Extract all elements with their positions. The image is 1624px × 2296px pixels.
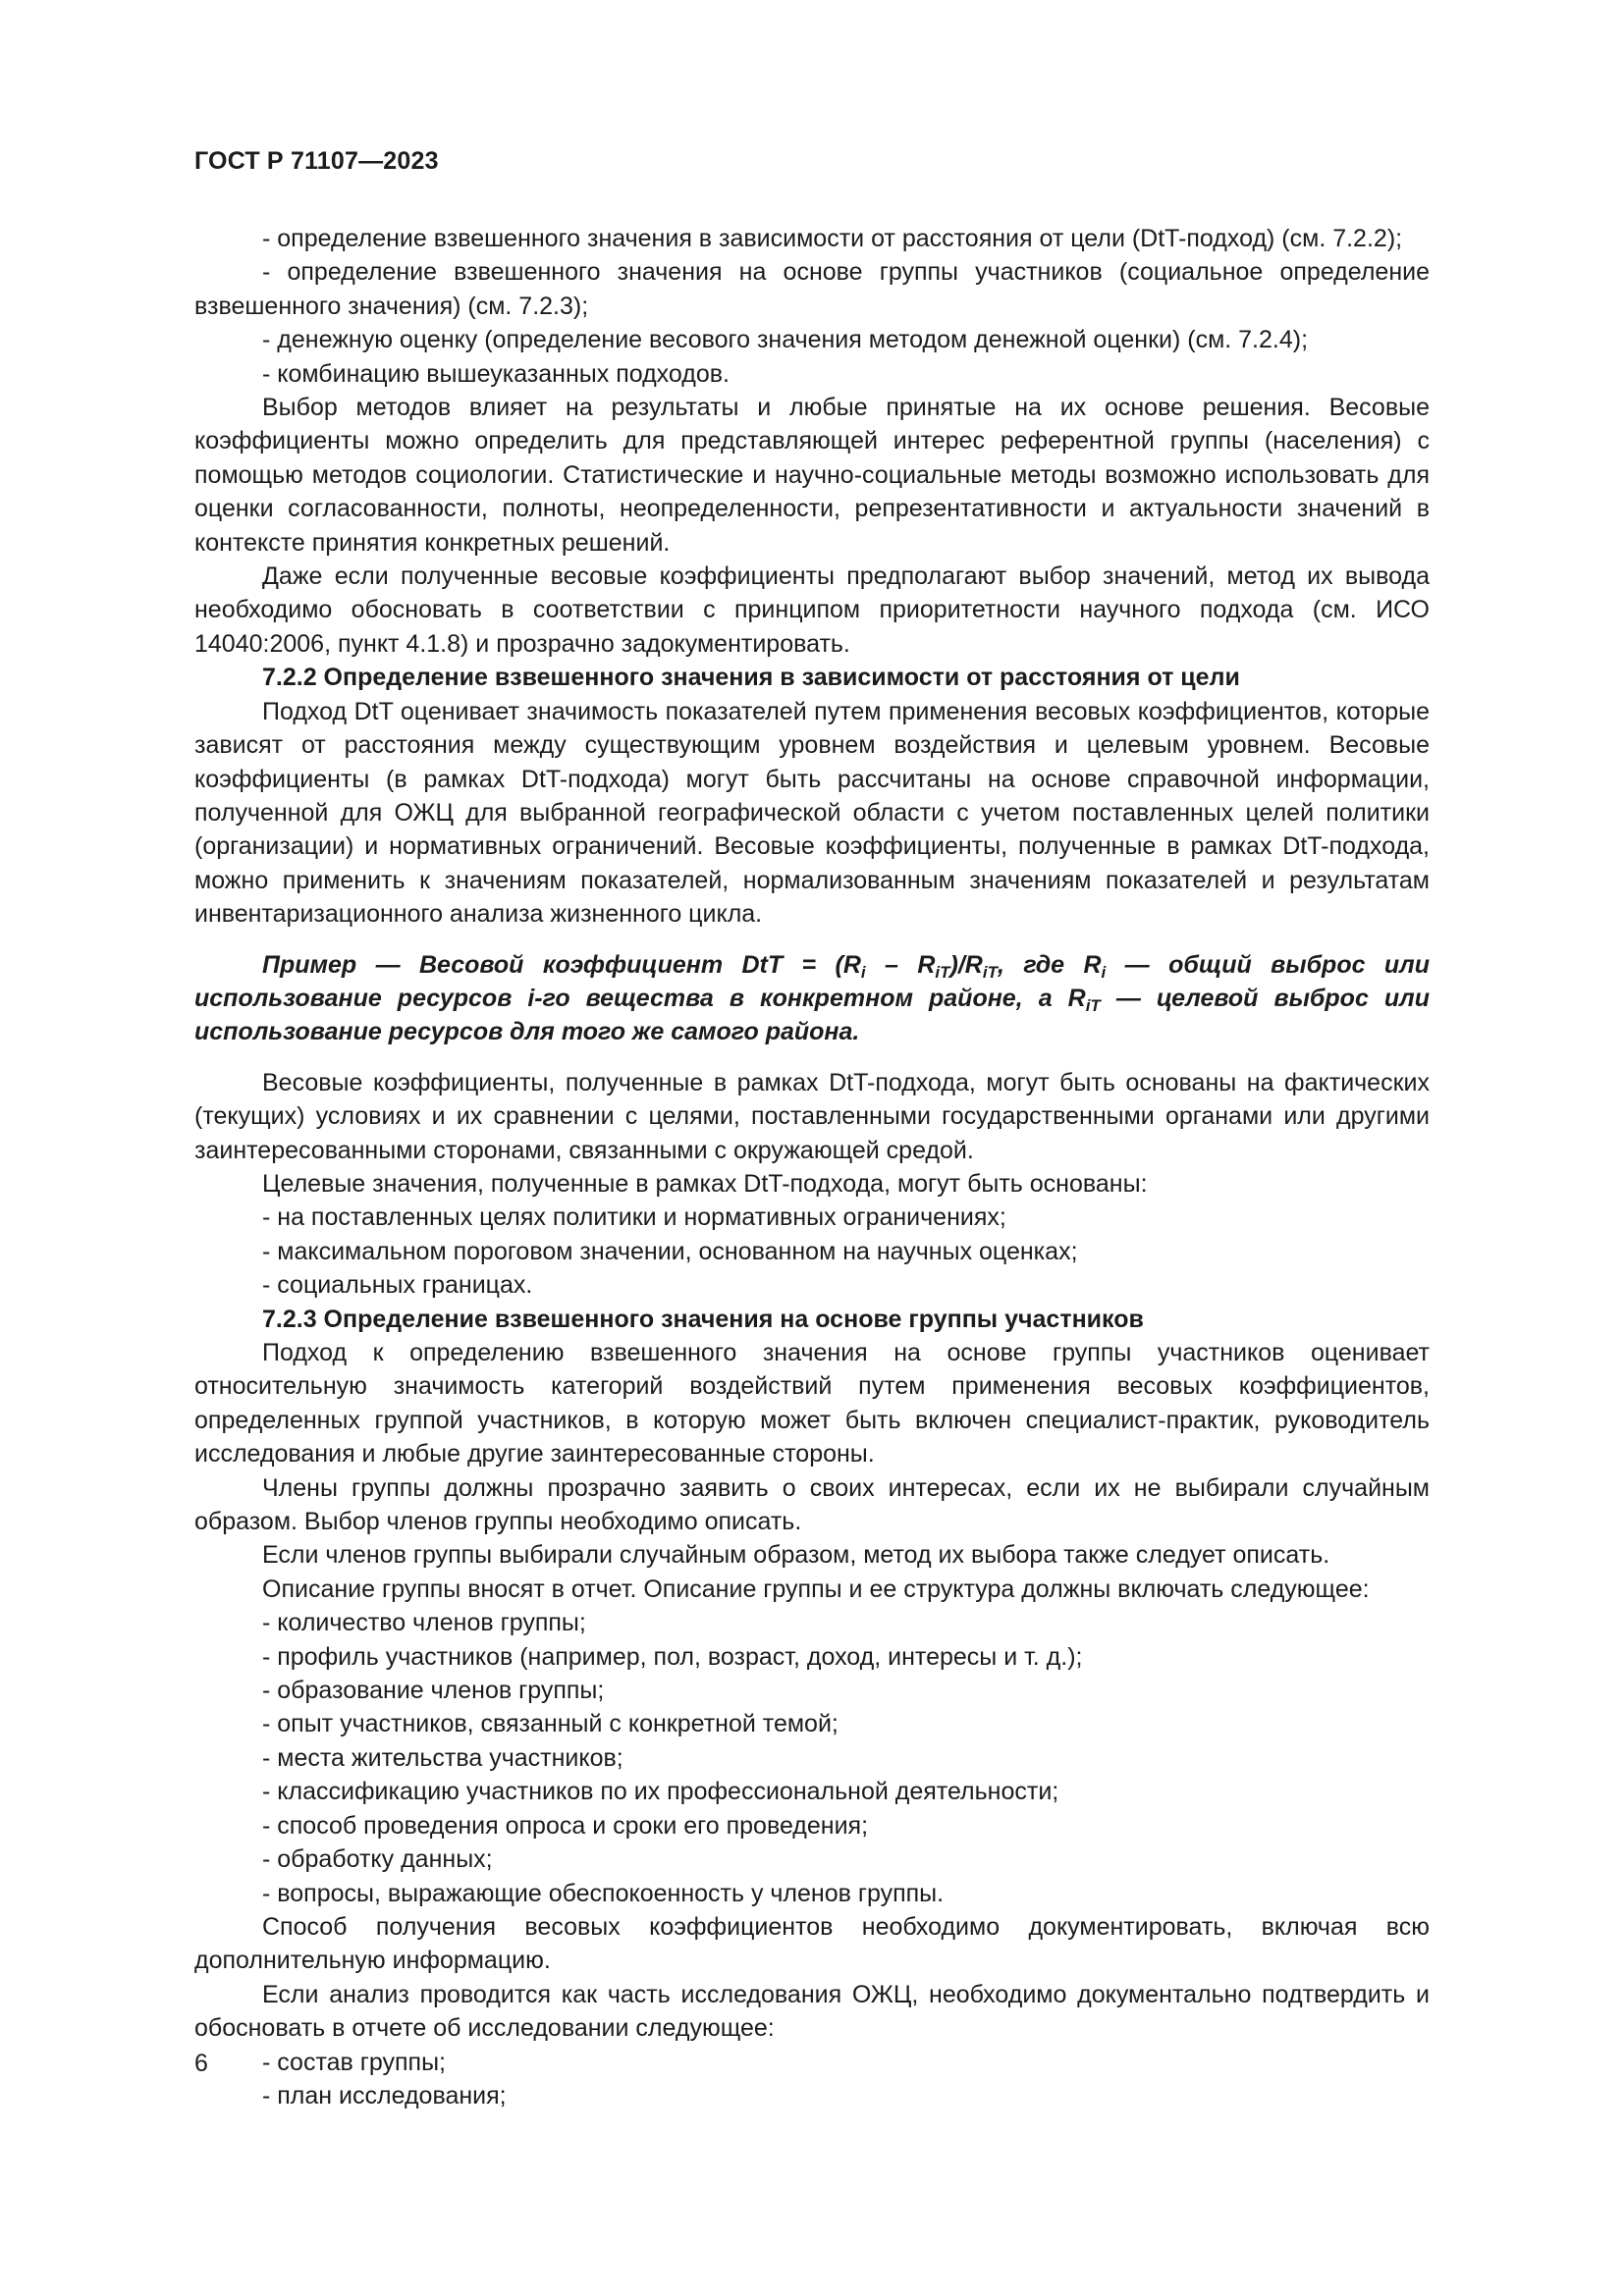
paragraph: Весовые коэффициенты, полученные в рамках DtT-подхода, могут быть основаны на фактических (текущих) условиях и их сравнении с целями, поставленными государственными органами или другими заинтересованными сторонами, связанными с окружающей средой.: [194, 1068, 1430, 1164]
paragraph: Даже если полученные весовые коэффициенты предполагают выбор значений, метод их вывода необходимо обосновать в соответствии с принципом приоритетности научного подхода (см. ИСО 14040:2006, пункт 4.1.8) и прозрачно задокументировать.: [194, 562, 1430, 658]
example-text: — целевой выброс или использование ресурсов для того же самого района.: [194, 984, 1430, 1046]
document-body: [194, 222, 1430, 2112]
subscript: iT: [935, 962, 950, 982]
list-item: - обработку данных;: [262, 1845, 493, 1874]
paragraph: Если анализ проводится как часть исследования ОЖЦ, необходимо документально подтвердить и обосновать в отчете об исследовании следующее:: [194, 1980, 1430, 2043]
list-item: - денежную оценку (определение весового значения методом денежной оценки) (см. 7.2.4);: [262, 326, 1309, 354]
list-item: - количество членов группы;: [262, 1609, 586, 1637]
list-item: - опыт участников, связанный с конкретной темой;: [262, 1710, 839, 1738]
list-item: - максимальном пороговом значении, основанном на научных оценках;: [262, 1237, 1078, 1265]
subscript: i: [1101, 962, 1107, 982]
paragraph: Подход DtT оценивает значимость показателей путем применения весовых коэффициентов, которые зависят от расстояния между существующим уровнем воздействия и целевым уровнем. Весовые коэффициенты (в рамках DtT-подхода) могут быть рассчитаны на основе справочной информации, полученной для ОЖЦ для выбранной географической области с учетом поставленных целей политики (организации) и нормативных ограничений. Весовые коэффициенты, полученные в рамках DtT-подхода, можно применить к значениям показателей, нормализованным значениям показателей и результатам инвентаризационного анализа жизненного цикла.: [194, 697, 1430, 929]
example-text: — общий выброс или использование ресурсов i-го вещества в конкретном районе, а R: [194, 950, 1431, 1012]
section-heading-7-2-3: 7.2.3 Определение взвешенного значения на основе группы участников: [262, 1305, 1144, 1333]
list-item: - комбинацию вышеуказанных подходов.: [262, 359, 730, 388]
list-item: - состав группы;: [262, 2048, 446, 2076]
paragraph: Выбор методов влияет на результаты и любые принятые на их основе решения. Весовые коэффициенты можно определить для представляющей интерес референтной группы (населения) с помощью методов социологии. Статистические и научно-социальные методы возможно использовать для оценки согласованности, полноты, неопределенности, репрезентативности и актуальности значений в контексте принятия конкретных решений.: [194, 394, 1430, 557]
list-item: - вопросы, выражающие обеспокоенность у членов группы.: [262, 1879, 945, 1907]
document-header: ГОСТ Р 71107—2023: [194, 147, 439, 175]
example-note: [194, 948, 1430, 1049]
example-text: Пример — Весовой коэффициент DtT = (R: [262, 950, 861, 979]
list-item: - классификацию участников по их профессиональной деятельности;: [262, 1778, 1059, 1806]
example-text: – R: [865, 950, 936, 979]
subscript: iT: [982, 962, 998, 982]
list-item: - профиль участников (например, пол, возраст, доход, интересы и т. д.);: [262, 1642, 1083, 1671]
list-item: - на поставленных целях политики и нормативных ограничениях;: [262, 1203, 1006, 1232]
list-item: - план исследования;: [262, 2081, 507, 2109]
page-number: 6: [194, 2050, 208, 2077]
example-text: , где R: [997, 950, 1102, 979]
paragraph: Члены группы должны прозрачно заявить о своих интересах, если их не выбирали случайным образом. Выбор членов группы необходимо описать.: [194, 1473, 1430, 1536]
paragraph: Если членов группы выбирали случайным образом, метод их выбора также следует описать.: [262, 1541, 1330, 1570]
subscript: i: [860, 962, 866, 982]
paragraph: Способ получения весовых коэффициентов необходимо документировать, включая всю дополнительную информацию.: [194, 1912, 1430, 1975]
list-item: - способ проведения опроса и сроки его проведения;: [262, 1811, 869, 1840]
paragraph: Описание группы вносят в отчет. Описание группы и ее структура должны включать следующее:: [262, 1575, 1370, 1603]
list-item: - места жительства участников;: [262, 1743, 623, 1772]
paragraph: Целевые значения, полученные в рамках DtT-подхода, могут быть основаны:: [262, 1169, 1148, 1198]
section-heading-7-2-2: 7.2.2 Определение взвешенного значения в зависимости от расстояния от цели: [262, 664, 1240, 692]
list-item: - определение взвешенного значения в зависимости от расстояния от цели (DtT-подход) (см. 7.2.2);: [262, 225, 1403, 252]
list-item: - социальных границах.: [262, 1271, 533, 1300]
example-text: )/R: [949, 950, 983, 979]
list-item: - образование членов группы;: [262, 1677, 605, 1705]
list-item: - определение взвешенного значения на основе группы участников (социальное определение взвешенного значения) (см. 7.2.3);: [194, 258, 1430, 320]
paragraph: Подход к определению взвешенного значения на основе группы участников оценивает относительную значимость категорий воздействий путем применения весовых коэффициентов, определенных группой участников, в которую может быть включен специалист-практик, руководитель исследования и любые другие заинтересованные стороны.: [194, 1339, 1430, 1468]
subscript: iT: [1085, 995, 1101, 1015]
